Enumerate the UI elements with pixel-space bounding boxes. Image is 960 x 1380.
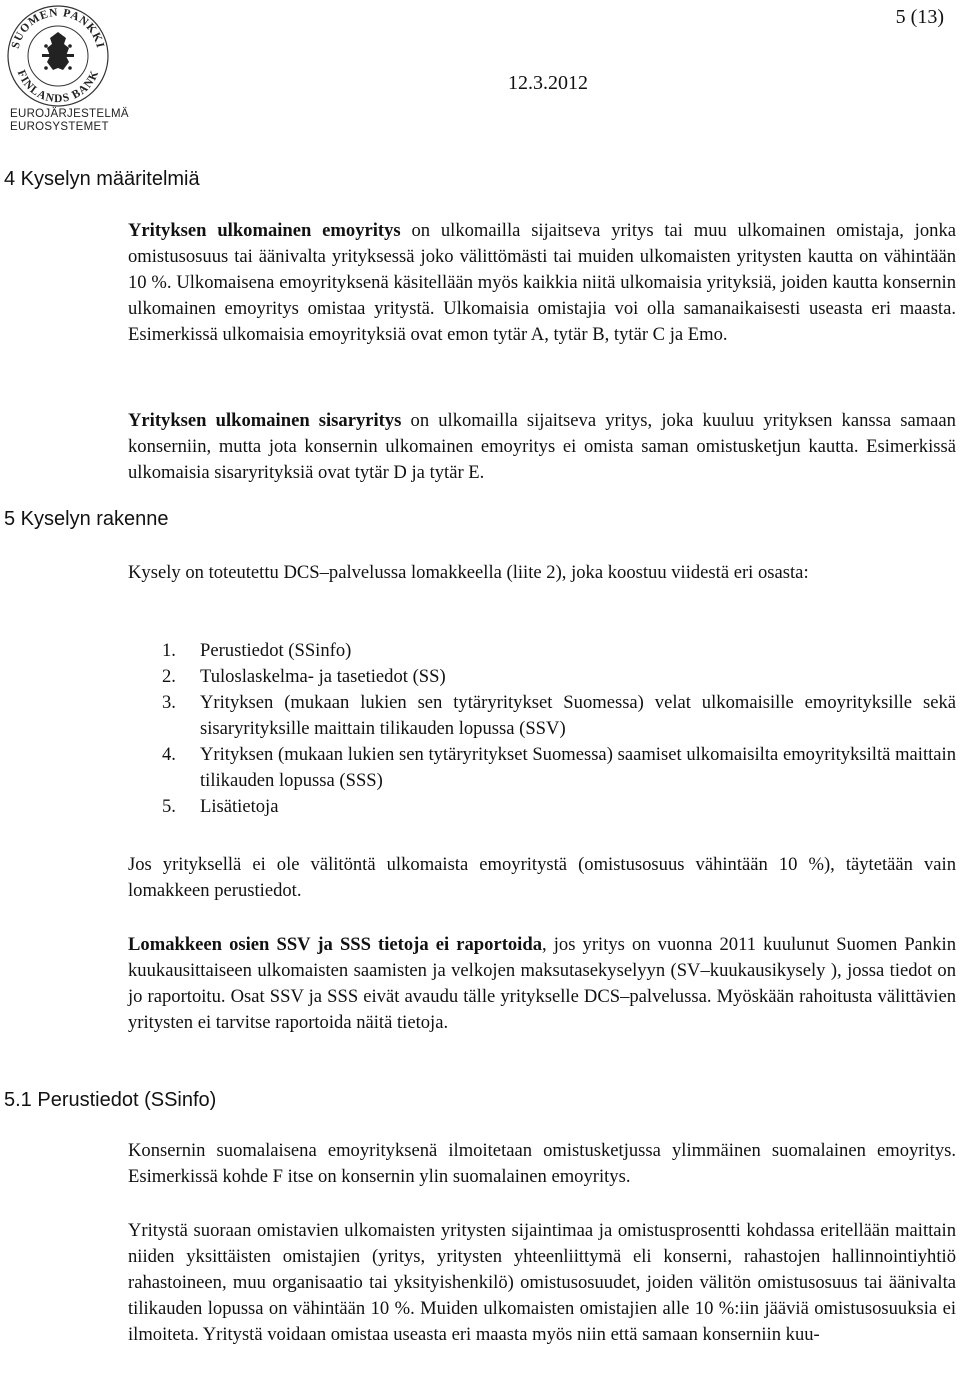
term-sister-company: Yrityksen ulkomainen sisaryritys: [128, 410, 402, 431]
svg-text:FINLANDS BANK: FINLANDS BANK: [14, 68, 102, 106]
foreign-owners-paragraph: [128, 1218, 956, 1348]
bank-seal-icon: [6, 4, 110, 108]
svg-text:SUOMEN PANKKI: SUOMEN PANKKI: [9, 6, 107, 50]
survey-intro-text: Kysely on toteutettu DCS–palvelussa lomakkeella (liite 2), joka koostuu viidestä eri osasta:: [128, 562, 809, 583]
list-number: 4.: [162, 744, 176, 765]
section-5-heading: 5 Kyselyn rakenne: [4, 508, 169, 530]
eurosystem-line-fi: EUROJÄRJESTELMÄ: [10, 108, 129, 120]
list-item: [128, 794, 956, 820]
list-text: Lisätietoja: [200, 796, 279, 817]
list-item: [128, 690, 956, 742]
list-item: [128, 664, 956, 690]
finnish-parent-text: Konsernin suomalaisena emoyrityksenä ilmoitetaan omistusketjussa ylimmäinen suomalainen emoyritys. Esimerkissä kohde F itse on konsernin ylin suomalainen emoyritys.: [128, 1140, 956, 1187]
list-text: Yrityksen (mukaan lukien sen tytäryritykset Suomessa) saamiset ulkomaisilta emoyrityksiltä maittain tilikauden lopussa (SSS): [200, 744, 956, 791]
list-number: 2.: [162, 666, 176, 687]
foreign-owners-text: Yritystä suoraan omistavien ulkomaisten yritysten sijaintimaa ja omistusprosentti kohdassa eritellään maittain niiden yksittäisten omistajien (yritys, yritysten yhteenliittymä eli konserni, rahastojen hallinnointiyhtiö rahastoineen, muu organisaatio tai yksityishenkilö) omistusosuudet, joiden välitön omistusosuus tai äänivalta tilikauden lopussa on vähintään 10 %. Muiden ulkomaisten omistajien alle 10 %:iin jääviä omistusosuuksia ei ilmoiteta. Yritystä voidaan omistaa useasta eri maasta myös niin että samaan konserniin kuu-: [128, 1220, 956, 1345]
section-5-1-heading: 5.1 Perustiedot (SSinfo): [4, 1089, 217, 1111]
definition-text: on ulkomailla sijaitseva yritys, joka kuuluu yrityksen kanssa samaan konserniin, mutta jota konsernin ulkomainen emoyritys ei omista saman omistusketjun kautta. Esimerkissä ulkomaisia sisaryrityksiä ovat tytär D ja tytär E.: [128, 410, 956, 483]
definition-sister-company: [128, 408, 956, 486]
list-text: Yrityksen (mukaan lukien sen tytäryritykset Suomessa) velat ulkomaisille emoyrityksille sekä sisaryrityksille maittain tilikauden lopussa (SSV): [200, 692, 956, 739]
list-text: Perustiedot (SSinfo): [200, 640, 352, 661]
term-parent-company: Yrityksen ulkomainen emoyritys: [128, 220, 401, 241]
survey-intro: [128, 560, 956, 586]
basic-info-note: [128, 852, 956, 904]
finnish-parent-paragraph: [128, 1138, 956, 1190]
exemption-text: , jos yritys on vuonna 2011 kuulunut Suomen Pankin kuukausittaiseen ulkomaisten saamisten ja velkojen maksutasekyselyyn (SV–kuukausikysely ), jossa tiedot on jo raportoitu. Osat SSV ja SSS eivät avaudu tälle yritykselle DCS–palvelussa. Myöskään rahoitusta välittävien yritysten ei tarvitse raportoida näitä tietoja.: [128, 934, 956, 1033]
document-date: 12.3.2012: [508, 72, 588, 94]
page-number: 5 (13): [895, 6, 944, 28]
list-number: 1.: [162, 640, 176, 661]
bank-logo: [6, 4, 129, 134]
list-item: [128, 742, 956, 794]
definition-parent-company: [128, 218, 956, 348]
reporting-exemption: [128, 932, 956, 1036]
exemption-bold: Lomakkeen osien SSV ja SSS tietoja ei raportoida: [128, 934, 542, 955]
list-text: Tuloslaskelma- ja tasetiedot (SS): [200, 666, 446, 687]
list-number: 3.: [162, 692, 176, 713]
form-parts-list: [128, 638, 956, 820]
eurosystem-line-sv: EUROSYSTEMET: [10, 121, 109, 133]
basic-info-text: Jos yrityksellä ei ole välitöntä ulkomaista emoyritystä (omistusosuus vähintään 10 %), täytetään vain lomakkeen perustiedot.: [128, 854, 956, 901]
list-number: 5.: [162, 796, 176, 817]
section-4-heading: 4 Kyselyn määritelmiä: [4, 168, 200, 190]
list-item: [128, 638, 956, 664]
definition-text: on ulkomailla sijaitseva yritys tai muu ulkomainen omistaja, jonka omistusosuus tai äänivalta yrityksessä joko välittömästi tai muiden ulkomaisten yritysten kautta on vähintään 10 %. Ulkomaisena emoyrityksenä käsitellään myös kaikkia niitä ulkomaisia yrityksiä, joiden kautta konsernin ulkomainen emoyritys omistaa yritystä. Ulkomaisia omistajia voi olla samanaikaisesti useasta eri maasta. Esimerkissä ulkomaisia emoyrityksiä ovat emon tytär A, tytär B, tytär C ja Emo.: [128, 220, 956, 345]
